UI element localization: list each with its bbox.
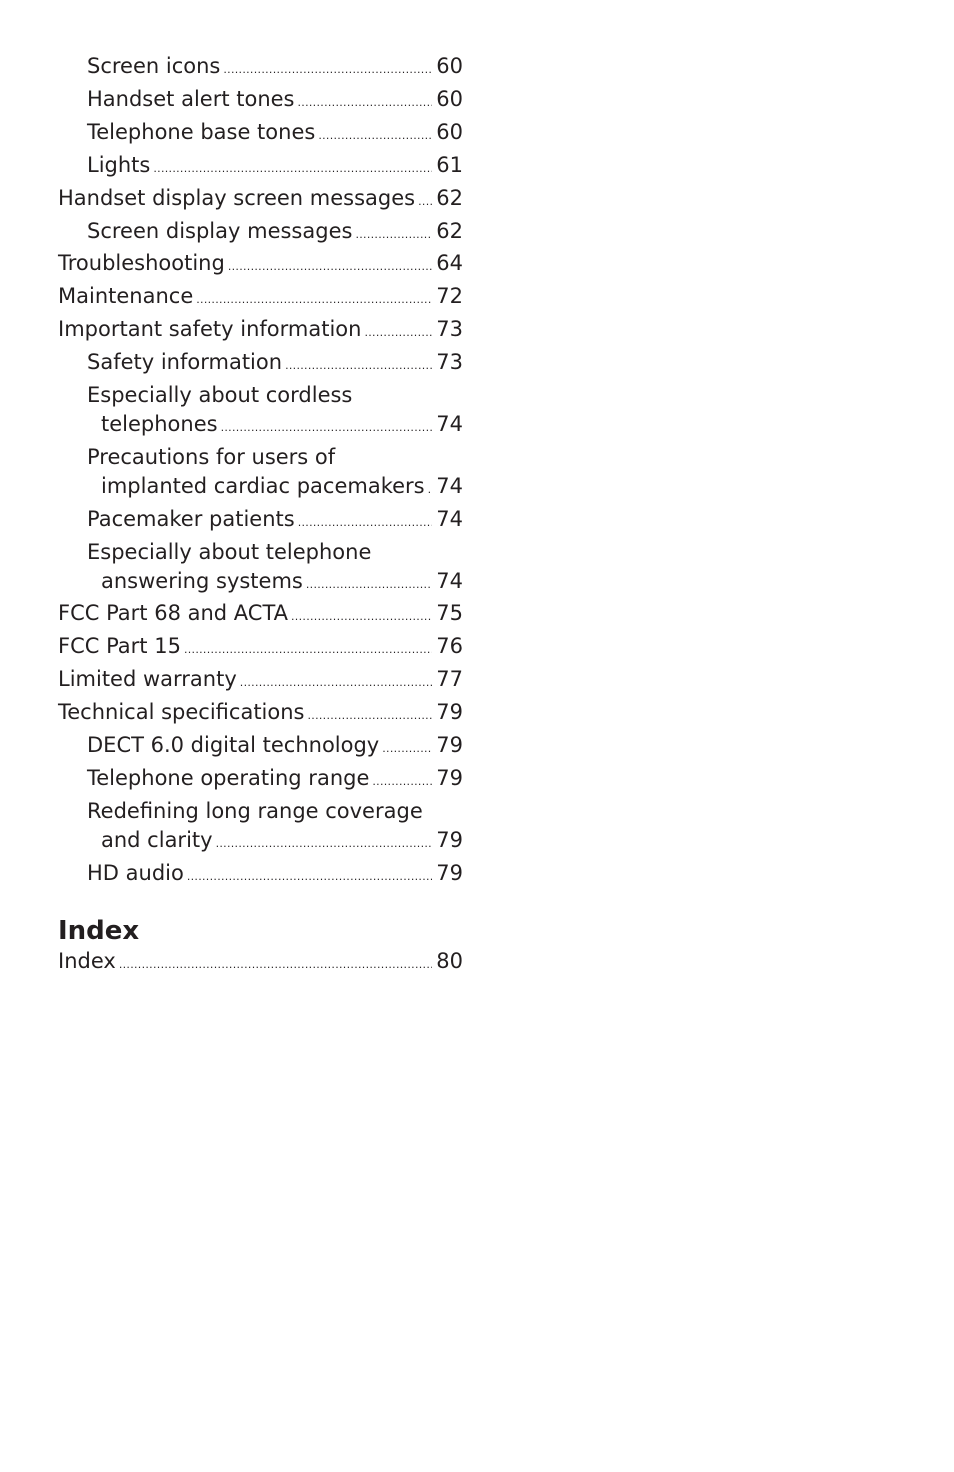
toc-entry[interactable] [58, 538, 463, 600]
toc-entry[interactable] [58, 665, 463, 698]
toc-entry-page-number: 74 [436, 411, 463, 436]
index-entry-list [58, 947, 463, 980]
toc-entry-page-number: 79 [436, 860, 463, 885]
index-section-heading: Index [58, 915, 140, 946]
toc-entry-page-number: 75 [436, 601, 463, 626]
toc-entry[interactable] [58, 797, 463, 859]
toc-entry-title: answering systems [101, 568, 303, 593]
toc-entry-list [58, 52, 463, 892]
dot-leader [364, 319, 432, 348]
dot-leader [223, 56, 432, 85]
toc-entry-line [87, 538, 463, 567]
dot-leader [196, 286, 432, 315]
dot-leader [216, 830, 433, 859]
toc-entry-line [87, 118, 463, 151]
toc-entry-line [58, 947, 463, 980]
toc-entry-page-number: 73 [436, 350, 463, 375]
toc-entry-page-number: 64 [436, 251, 463, 276]
toc-entry-line [58, 184, 463, 217]
toc-entry-line [58, 249, 463, 282]
dot-leader [240, 669, 432, 698]
dot-leader [153, 155, 432, 184]
toc-entry-title: Especially about cordless [87, 383, 353, 408]
dot-leader [318, 122, 432, 151]
toc-entry-line [58, 632, 463, 665]
toc-entry-line [58, 698, 463, 731]
toc-entry[interactable] [58, 859, 463, 892]
toc-entry-title: Screen icons [87, 54, 221, 78]
toc-entry-title: FCC Part 15 [58, 634, 181, 659]
dot-leader [306, 571, 432, 600]
toc-entry-line [87, 443, 463, 472]
toc-entry[interactable] [58, 249, 463, 282]
toc-entry-title: and clarity [101, 827, 213, 852]
dot-leader [184, 636, 432, 665]
toc-entry-line [87, 410, 463, 443]
toc-entry-line [87, 826, 463, 859]
toc-entry-line [58, 282, 463, 315]
toc-entry-title: Pacemaker patients [87, 506, 295, 531]
dot-leader [372, 768, 432, 797]
toc-entry[interactable] [58, 381, 463, 443]
toc-entry[interactable] [58, 443, 463, 505]
toc-entry[interactable] [58, 348, 463, 381]
toc-entry[interactable] [58, 217, 463, 250]
toc-entry-line [58, 315, 463, 348]
toc-entry-title: Lights [87, 152, 151, 177]
dot-leader [291, 603, 432, 632]
toc-entry[interactable] [58, 85, 463, 118]
toc-entry[interactable] [58, 184, 463, 217]
toc-entry[interactable] [58, 764, 463, 797]
toc-entry[interactable] [58, 947, 463, 980]
toc-entry-line [87, 52, 463, 85]
toc-entry-title: Important safety information [58, 317, 362, 342]
toc-entry-line [87, 348, 463, 381]
toc-entry[interactable] [58, 505, 463, 538]
toc-entry-page-number: 60 [436, 119, 463, 144]
toc-entry-page-number: 60 [436, 54, 463, 78]
dot-leader [418, 188, 432, 217]
toc-entry[interactable] [58, 698, 463, 731]
toc-entry-title: telephones [101, 411, 218, 436]
toc-entry-page-number: 60 [436, 86, 463, 111]
dot-leader [307, 702, 432, 731]
toc-entry-page-number: 79 [436, 700, 463, 725]
toc-entry[interactable] [58, 315, 463, 348]
toc-entry-title: Limited warranty [58, 667, 237, 692]
toc-entry-title: Technical specifications [58, 700, 305, 725]
toc-entry-title: FCC Part 68 and ACTA [58, 601, 289, 626]
toc-entry-title: Index [58, 948, 116, 973]
dot-leader [428, 476, 433, 505]
dot-leader [298, 509, 433, 538]
toc-entry-page-number: 77 [436, 667, 463, 692]
toc-entry[interactable] [58, 731, 463, 764]
toc-entry[interactable] [58, 599, 463, 632]
toc-entry-title: Maintenance [58, 284, 194, 309]
dot-leader [221, 414, 433, 443]
toc-entry-title: DECT 6.0 digital technology [87, 733, 380, 758]
toc-entry[interactable] [58, 52, 463, 85]
toc-entry[interactable] [58, 632, 463, 665]
dot-leader [285, 352, 432, 381]
toc-entry-page-number: 74 [436, 568, 463, 593]
toc-entry-line [87, 217, 463, 250]
toc-entry-line [87, 859, 463, 892]
dot-leader [119, 951, 432, 980]
toc-entry-line [87, 797, 463, 826]
dot-leader [382, 735, 432, 764]
toc-entry-line [87, 567, 463, 600]
toc-entry-title: implanted cardiac pacemakers [101, 473, 425, 498]
toc-entry[interactable] [58, 282, 463, 315]
toc-entry-page-number: 79 [436, 827, 463, 852]
toc-entry-line [87, 731, 463, 764]
toc-entry-page-number: 61 [436, 152, 463, 177]
dot-leader [298, 89, 433, 118]
toc-entry-page-number: 73 [436, 317, 463, 342]
toc-entry-line [87, 151, 463, 184]
dot-leader [187, 863, 432, 892]
toc-entry-title: Especially about telephone [87, 539, 372, 564]
toc-entry-page-number: 62 [436, 185, 463, 210]
toc-entry-page-number: 72 [436, 284, 463, 309]
toc-entry[interactable] [58, 151, 463, 184]
toc-entry-page-number: 79 [436, 765, 463, 790]
toc-entry-page-number: 79 [436, 733, 463, 758]
toc-entry-line [87, 472, 463, 505]
toc-entry-title: HD audio [87, 860, 184, 885]
toc-entry-line [58, 665, 463, 698]
toc-entry-page-number: 80 [436, 948, 463, 973]
toc-entry-line [58, 599, 463, 632]
toc-entry-title: Handset display screen messages [58, 185, 416, 210]
toc-entry-page-number: 76 [436, 634, 463, 659]
toc-entry-title: Telephone base tones [87, 119, 316, 144]
toc-entry-title: Telephone operating range [87, 765, 370, 790]
toc-entry-title: Redefining long range coverage [87, 798, 423, 823]
toc-entry-line [87, 381, 463, 410]
toc-entry-title: Safety information [87, 350, 283, 375]
toc-entry-page-number: 62 [436, 218, 463, 243]
dot-leader [228, 253, 432, 282]
toc-entry-page-number: 74 [436, 506, 463, 531]
table-of-contents [58, 52, 463, 979]
toc-entry-line [87, 505, 463, 538]
toc-entry-page-number: 74 [436, 473, 463, 498]
toc-entry-title: Handset alert tones [87, 86, 295, 111]
toc-entry-line [87, 764, 463, 797]
toc-entry[interactable] [58, 118, 463, 151]
toc-entry-title: Precautions for users of [87, 444, 336, 469]
toc-entry-line [87, 85, 463, 118]
toc-entry-title: Screen display messages [87, 218, 353, 243]
toc-entry-title: Troubleshooting [58, 251, 225, 276]
dot-leader [355, 221, 432, 250]
